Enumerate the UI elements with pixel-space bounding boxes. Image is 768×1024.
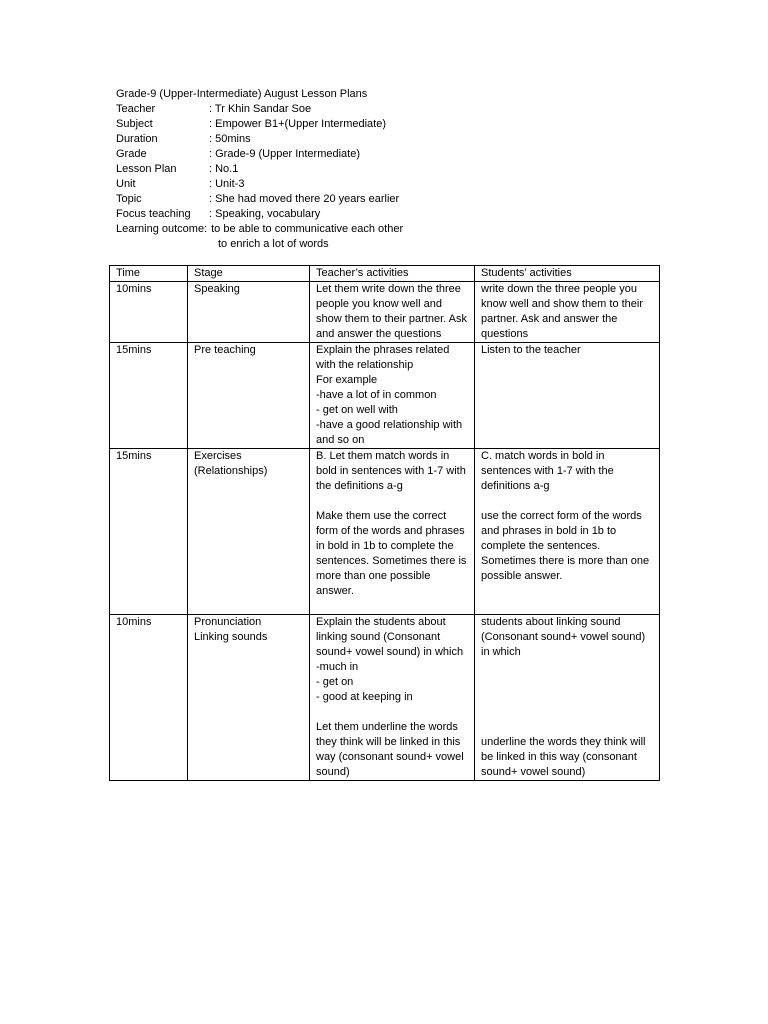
meta-label: Duration bbox=[116, 133, 158, 145]
meta-row-teacher bbox=[116, 102, 676, 117]
meta-row-topic bbox=[116, 192, 676, 207]
cell-stage bbox=[188, 615, 310, 781]
paragraph-gap bbox=[481, 705, 653, 720]
paragraph-gap bbox=[481, 494, 653, 509]
learning-outcome-row bbox=[116, 222, 676, 237]
cell-students-activities bbox=[475, 449, 660, 615]
meta-value: : Empower B1+(Upper Intermediate) bbox=[209, 118, 386, 130]
teacher-activity-text: -have a good relationship with and so on bbox=[316, 419, 463, 446]
meta-row-subject bbox=[116, 117, 676, 132]
teacher-activity-text: -have a lot of in common bbox=[316, 389, 437, 401]
meta-value: : 50mins bbox=[209, 133, 251, 145]
teacher-activity-text: - get on well with bbox=[316, 404, 398, 416]
table-row bbox=[110, 449, 660, 615]
student-activity-text: use the correct form of the words and phrases in bold in 1b to complete the sentences. Sometimes there is more than one possible answer. bbox=[481, 510, 650, 582]
teacher-activity-text: For example bbox=[316, 374, 378, 386]
meta-label: Grade bbox=[116, 148, 147, 160]
teacher-activity-text: Let them underline the words they think will be linked in this way (consonant sound+ vowel sound) bbox=[316, 721, 464, 778]
meta-row-lesson-plan bbox=[116, 162, 676, 177]
teacher-activity-text: Make them use the correct form of the words and phrases in bold in 1b to complete the sentences. Sometimes there is more than one possible answer. bbox=[316, 510, 467, 597]
teacher-activity-text: - get on bbox=[316, 676, 354, 688]
stage-line: Pronunciation bbox=[194, 616, 262, 628]
cell-teacher-activities bbox=[310, 343, 475, 449]
lesson-plan-table bbox=[109, 265, 660, 781]
paragraph-gap bbox=[481, 675, 653, 690]
meta-label: Lesson Plan bbox=[116, 163, 177, 175]
meta-value: : She had moved there 20 years earlier bbox=[209, 193, 400, 205]
cell-students-activities bbox=[475, 343, 660, 449]
cell-teacher-activities bbox=[310, 615, 475, 781]
cell-stage bbox=[188, 282, 310, 343]
meta-value: : Speaking, vocabulary bbox=[209, 208, 321, 220]
student-activity-text: C. match words in bold in sentences with 1-7 with the definitions a-g bbox=[481, 450, 614, 492]
meta-row-duration bbox=[116, 132, 676, 147]
cell-stage bbox=[188, 449, 310, 615]
cell-students-activities bbox=[475, 282, 660, 343]
cell-time: 15mins bbox=[110, 343, 188, 449]
table-row bbox=[110, 343, 660, 449]
stage-line: (Relationships) bbox=[194, 465, 268, 477]
meta-value: : Unit-3 bbox=[209, 178, 245, 190]
meta-label: Focus teaching bbox=[116, 208, 191, 220]
learning-outcome-line1: to be able to communicative each other bbox=[211, 223, 404, 235]
student-activity-text: write down the three people you know well and show them to their partner. Ask and answer the questions bbox=[481, 283, 644, 340]
paragraph-gap bbox=[481, 690, 653, 705]
cell-students-activities bbox=[475, 615, 660, 781]
meta-row-unit bbox=[116, 177, 676, 192]
cell-teacher-activities bbox=[310, 449, 475, 615]
column-header-students-activities: Students’ activities bbox=[475, 266, 660, 282]
student-activity-text: underline the words they think will be linked in this way (consonant sound+ vowel sound) bbox=[481, 736, 646, 778]
meta-label: Subject bbox=[116, 118, 153, 130]
cell-stage bbox=[188, 343, 310, 449]
learning-outcome-label: Learning outcome: bbox=[116, 223, 208, 235]
paragraph-gap bbox=[481, 660, 653, 675]
paragraph-gap bbox=[316, 494, 468, 509]
meta-value: : Tr Khin Sandar Soe bbox=[209, 103, 312, 115]
paragraph-gap bbox=[316, 705, 468, 720]
teacher-activity-text: Let them write down the three people you know well and show them to their partner. Ask and answer the questions bbox=[316, 283, 468, 340]
teacher-activity-text: Explain the students about linking sound (Consonant sound+ vowel sound) in which bbox=[316, 616, 464, 658]
paragraph-gap bbox=[481, 720, 653, 735]
teacher-activity-text: -much in bbox=[316, 661, 359, 673]
column-header-teacher-activities: Teacher’s activities bbox=[310, 266, 475, 282]
table-row bbox=[110, 615, 660, 781]
cell-teacher-activities bbox=[310, 282, 475, 343]
column-header-stage: Stage bbox=[188, 266, 310, 282]
meta-row-grade bbox=[116, 147, 676, 162]
meta-row-focus-teaching bbox=[116, 207, 676, 222]
lesson-plan-header bbox=[116, 87, 676, 252]
stage-line: Speaking bbox=[194, 283, 240, 295]
student-activity-text: students about linking sound (Consonant sound+ vowel sound) in which bbox=[481, 616, 646, 658]
paragraph-gap bbox=[316, 599, 468, 614]
meta-value: : No.1 bbox=[209, 163, 239, 175]
stage-line: Pre teaching bbox=[194, 344, 256, 356]
table-header-row bbox=[110, 266, 660, 282]
teacher-activity-text: - good at keeping in bbox=[316, 691, 413, 703]
stage-line: Exercises bbox=[194, 450, 242, 462]
teacher-activity-text: Explain the phrases related with the relationship bbox=[316, 344, 450, 371]
cell-time: 10mins bbox=[110, 282, 188, 343]
meta-label: Unit bbox=[116, 178, 136, 190]
meta-label: Teacher bbox=[116, 103, 156, 115]
document-title: Grade-9 (Upper-Intermediate) August Lesson Plans bbox=[116, 88, 368, 100]
teacher-activity-text: B. Let them match words in bold in sentences with 1-7 with the definitions a-g bbox=[316, 450, 466, 492]
learning-outcome-line2: to enrich a lot of words bbox=[218, 238, 329, 250]
student-activity-text: Listen to the teacher bbox=[481, 344, 581, 356]
meta-label: Topic bbox=[116, 193, 142, 205]
cell-time: 15mins bbox=[110, 449, 188, 615]
column-header-time: Time bbox=[110, 266, 188, 282]
meta-value: : Grade-9 (Upper Intermediate) bbox=[209, 148, 361, 160]
stage-line: Linking sounds bbox=[194, 631, 268, 643]
table-row bbox=[110, 282, 660, 343]
cell-time: 10mins bbox=[110, 615, 188, 781]
